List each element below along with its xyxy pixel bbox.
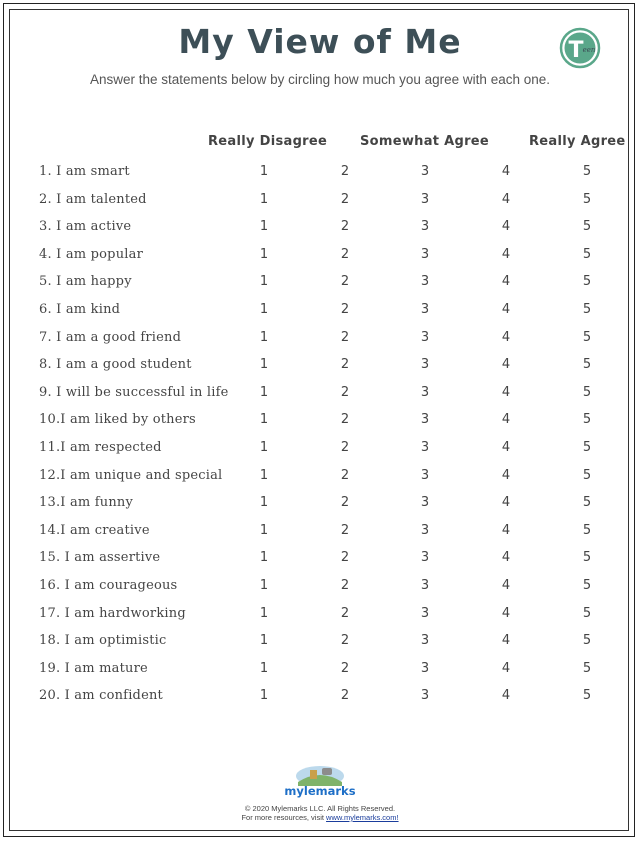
rating-option-3[interactable]: 3 (420, 274, 430, 290)
rating-option-2[interactable]: 2 (340, 522, 350, 538)
rating-option-3[interactable]: 3 (420, 495, 430, 511)
rating-option-3[interactable]: 3 (420, 605, 430, 621)
rating-option-1[interactable]: 1 (259, 274, 269, 290)
rating-option-3[interactable]: 3 (420, 357, 430, 373)
rating-option-1[interactable]: 1 (259, 688, 269, 704)
statement-label: I am mature (64, 660, 148, 676)
rating-option-2[interactable]: 2 (340, 633, 350, 649)
rating-option-2[interactable]: 2 (340, 495, 350, 511)
rating-option-1[interactable]: 1 (259, 550, 269, 566)
rating-option-2[interactable]: 2 (340, 605, 350, 621)
rating-option-3[interactable]: 3 (420, 219, 430, 235)
rating-option-1[interactable]: 1 (259, 660, 269, 676)
statement-number: 11. (39, 440, 61, 455)
statement-number: 3. (39, 219, 52, 235)
statement-text (39, 688, 163, 703)
rating-option-3[interactable]: 3 (420, 467, 430, 483)
header-really-disagree: Really Disagree (208, 134, 328, 149)
rating-option-5[interactable]: 5 (582, 191, 592, 207)
mylemarks-logo-text: mylemarks (284, 784, 356, 798)
rating-option-5[interactable]: 5 (582, 660, 592, 676)
rating-option-2[interactable]: 2 (340, 578, 350, 593)
rating-option-4[interactable]: 4 (501, 357, 511, 373)
statement-label: I am assertive (64, 550, 161, 566)
statement-label: I am respected (60, 440, 162, 455)
statement-label: I am unique and special (60, 467, 223, 483)
header-really-agree: Really Agree (529, 134, 626, 149)
rating-option-2[interactable]: 2 (340, 329, 350, 345)
teen-logo-text: een (582, 46, 596, 54)
rating-option-4[interactable]: 4 (501, 467, 511, 483)
rating-option-2[interactable]: 2 (340, 688, 350, 704)
statement-number: 19. (39, 660, 61, 676)
resources-line (0, 813, 640, 822)
statement-row (0, 523, 640, 543)
rating-option-2[interactable]: 2 (340, 660, 350, 676)
rating-option-5[interactable]: 5 (582, 522, 592, 538)
statement-label: I am talented (56, 191, 147, 207)
statement-text (39, 606, 186, 621)
statement-text (39, 357, 192, 372)
statement-number: 8. (39, 357, 52, 373)
rating-option-1[interactable]: 1 (259, 633, 269, 649)
statement-text (39, 523, 150, 538)
statement-number: 10. (39, 412, 61, 428)
rating-option-4[interactable]: 4 (501, 688, 511, 704)
rating-option-4[interactable]: 4 (501, 440, 511, 455)
rating-option-3[interactable]: 3 (420, 302, 430, 317)
statement-label: I am courageous (64, 578, 178, 593)
statement-row (0, 550, 640, 570)
rating-option-3[interactable]: 3 (420, 633, 430, 649)
rating-option-3[interactable]: 3 (420, 688, 430, 704)
statement-row (0, 578, 640, 598)
rating-option-5[interactable]: 5 (582, 384, 592, 400)
statement-row (0, 440, 640, 460)
statement-text (39, 550, 160, 565)
rating-option-5[interactable]: 5 (582, 274, 592, 290)
statement-label: I am confident (64, 688, 163, 704)
rating-option-5[interactable]: 5 (582, 440, 592, 455)
rating-option-4[interactable]: 4 (501, 495, 511, 511)
statement-label: I am liked by others (60, 412, 196, 428)
statement-label: I am creative (60, 522, 150, 538)
rating-option-1[interactable]: 1 (259, 357, 269, 373)
statement-number: 6. (39, 302, 52, 317)
statement-row (0, 164, 640, 184)
statement-row (0, 495, 640, 515)
statement-number: 2. (39, 191, 52, 207)
statement-label: I am hardworking (64, 605, 186, 621)
resources-link[interactable]: www.mylemarks.com! (326, 813, 399, 822)
rating-option-5[interactable]: 5 (582, 578, 592, 593)
rating-option-1[interactable]: 1 (259, 164, 269, 179)
statement-text (39, 495, 133, 510)
rating-option-5[interactable]: 5 (582, 302, 592, 317)
rating-option-1[interactable]: 1 (259, 329, 269, 345)
rating-option-2[interactable]: 2 (340, 440, 350, 455)
statement-label: I am a good student (56, 357, 192, 373)
rating-option-5[interactable]: 5 (582, 605, 592, 621)
resources-prefix: For more resources, visit (241, 813, 327, 822)
rating-option-4[interactable]: 4 (501, 384, 511, 400)
rating-option-3[interactable]: 3 (420, 412, 430, 428)
rating-option-1[interactable]: 1 (259, 302, 269, 317)
rating-option-2[interactable]: 2 (340, 550, 350, 566)
statement-row (0, 247, 640, 267)
statement-label: I am happy (56, 274, 132, 290)
statement-row (0, 330, 640, 350)
teen-logo-letter: T (568, 38, 584, 63)
rating-option-4[interactable]: 4 (501, 605, 511, 621)
statement-label: I am funny (60, 495, 134, 511)
rating-option-4[interactable]: 4 (501, 191, 511, 207)
rating-option-1[interactable]: 1 (259, 578, 269, 593)
rating-option-1[interactable]: 1 (259, 522, 269, 538)
rating-option-1[interactable]: 1 (259, 412, 269, 428)
statement-number: 15. (39, 550, 61, 566)
statement-number: 18. (39, 633, 61, 649)
statement-label: I am a good friend (56, 329, 182, 345)
rating-option-5[interactable]: 5 (582, 246, 592, 262)
statement-text (39, 578, 177, 593)
page-title: My View of Me (178, 22, 462, 61)
statement-text (39, 330, 181, 345)
rating-option-1[interactable]: 1 (259, 467, 269, 483)
rating-option-5[interactable]: 5 (582, 688, 592, 704)
header-somewhat-agree: Somewhat Agree (360, 134, 490, 149)
statement-text (39, 192, 147, 207)
statement-number: 14. (39, 522, 61, 538)
statement-number: 12. (39, 467, 61, 483)
rating-option-4[interactable]: 4 (501, 550, 511, 566)
statement-text (39, 412, 196, 427)
rating-option-1[interactable]: 1 (259, 219, 269, 235)
rating-option-5[interactable]: 5 (582, 550, 592, 566)
statement-text (39, 302, 120, 317)
rating-option-2[interactable]: 2 (340, 467, 350, 483)
statement-number: 17. (39, 605, 61, 621)
rating-option-2[interactable]: 2 (340, 302, 350, 317)
rating-option-3[interactable]: 3 (420, 578, 430, 593)
rating-option-3[interactable]: 3 (420, 660, 430, 676)
rating-option-1[interactable]: 1 (259, 384, 269, 400)
statement-label: I am popular (56, 246, 143, 262)
statement-number: 5. (39, 274, 52, 290)
rating-option-3[interactable]: 3 (420, 164, 430, 179)
rating-option-1[interactable]: 1 (259, 495, 269, 511)
copyright-text: © 2020 Mylemarks LLC. All Rights Reserved. (244, 804, 396, 813)
statement-row (0, 219, 640, 239)
rating-option-5[interactable]: 5 (582, 164, 592, 179)
rating-option-2[interactable]: 2 (340, 219, 350, 235)
rating-option-4[interactable]: 4 (501, 660, 511, 676)
rating-option-3[interactable]: 3 (420, 550, 430, 566)
statement-number: 9. (39, 384, 52, 400)
rating-option-5[interactable]: 5 (582, 357, 592, 373)
rating-option-1[interactable]: 1 (259, 191, 269, 207)
statement-label: I am kind (56, 302, 121, 317)
statement-row (0, 661, 640, 681)
rating-option-4[interactable]: 4 (501, 274, 511, 290)
statement-row (0, 468, 640, 488)
rating-option-3[interactable]: 3 (420, 329, 430, 345)
rating-option-3[interactable]: 3 (420, 440, 430, 455)
rating-option-4[interactable]: 4 (501, 633, 511, 649)
instructions: Answer the statements below by circling how much you agree with each one. (90, 72, 550, 87)
rating-option-2[interactable]: 2 (340, 274, 350, 290)
statement-number: 20. (39, 688, 61, 704)
statement-row (0, 412, 640, 432)
teen-logo (559, 27, 601, 69)
rating-option-3[interactable]: 3 (420, 522, 430, 538)
statement-row (0, 357, 640, 377)
statement-text (39, 247, 143, 262)
statement-text (39, 219, 131, 234)
statement-number: 16. (39, 578, 61, 593)
rating-option-2[interactable]: 2 (340, 412, 350, 428)
statement-text (39, 385, 229, 400)
rating-option-4[interactable]: 4 (501, 329, 511, 345)
statement-number: 1. (39, 164, 52, 179)
statement-label: I will be successful in life (56, 384, 229, 400)
statement-label: I am active (56, 219, 132, 235)
rating-option-3[interactable]: 3 (420, 384, 430, 400)
rating-option-3[interactable]: 3 (420, 246, 430, 262)
rating-option-1[interactable]: 1 (259, 246, 269, 262)
statement-row (0, 688, 640, 708)
rating-option-4[interactable]: 4 (501, 412, 511, 428)
rating-option-2[interactable]: 2 (340, 384, 350, 400)
statement-number: 7. (39, 329, 52, 345)
rating-option-4[interactable]: 4 (501, 578, 511, 593)
rating-option-5[interactable]: 5 (582, 495, 592, 511)
statement-text (39, 661, 148, 676)
statement-number: 13. (39, 495, 61, 511)
mylemarks-logo (272, 760, 368, 798)
rating-option-5[interactable]: 5 (582, 633, 592, 649)
statement-text (39, 468, 222, 483)
statement-text (39, 164, 130, 179)
rating-option-4[interactable]: 4 (501, 246, 511, 262)
statement-label: I am optimistic (64, 633, 167, 649)
statement-row (0, 274, 640, 294)
rating-option-4[interactable]: 4 (501, 522, 511, 538)
statement-label: I am smart (56, 164, 130, 179)
rating-option-1[interactable]: 1 (259, 440, 269, 455)
rating-option-2[interactable]: 2 (340, 191, 350, 207)
statement-row (0, 192, 640, 212)
statement-row (0, 633, 640, 653)
statement-text (39, 274, 132, 289)
rating-option-3[interactable]: 3 (420, 191, 430, 207)
rating-option-2[interactable]: 2 (340, 246, 350, 262)
rating-option-4[interactable]: 4 (501, 219, 511, 235)
statement-number: 4. (39, 246, 52, 262)
statement-row (0, 606, 640, 626)
statement-text (39, 633, 166, 648)
rating-option-4[interactable]: 4 (501, 164, 511, 179)
rating-option-1[interactable]: 1 (259, 605, 269, 621)
rating-option-2[interactable]: 2 (340, 357, 350, 373)
rating-option-5[interactable]: 5 (582, 219, 592, 235)
rating-option-5[interactable]: 5 (582, 412, 592, 428)
statement-row (0, 385, 640, 405)
rating-option-5[interactable]: 5 (582, 467, 592, 483)
rating-option-2[interactable]: 2 (340, 164, 350, 179)
rating-option-5[interactable]: 5 (582, 329, 592, 345)
statement-text (39, 440, 162, 455)
rating-option-4[interactable]: 4 (501, 302, 511, 317)
statement-row (0, 302, 640, 322)
